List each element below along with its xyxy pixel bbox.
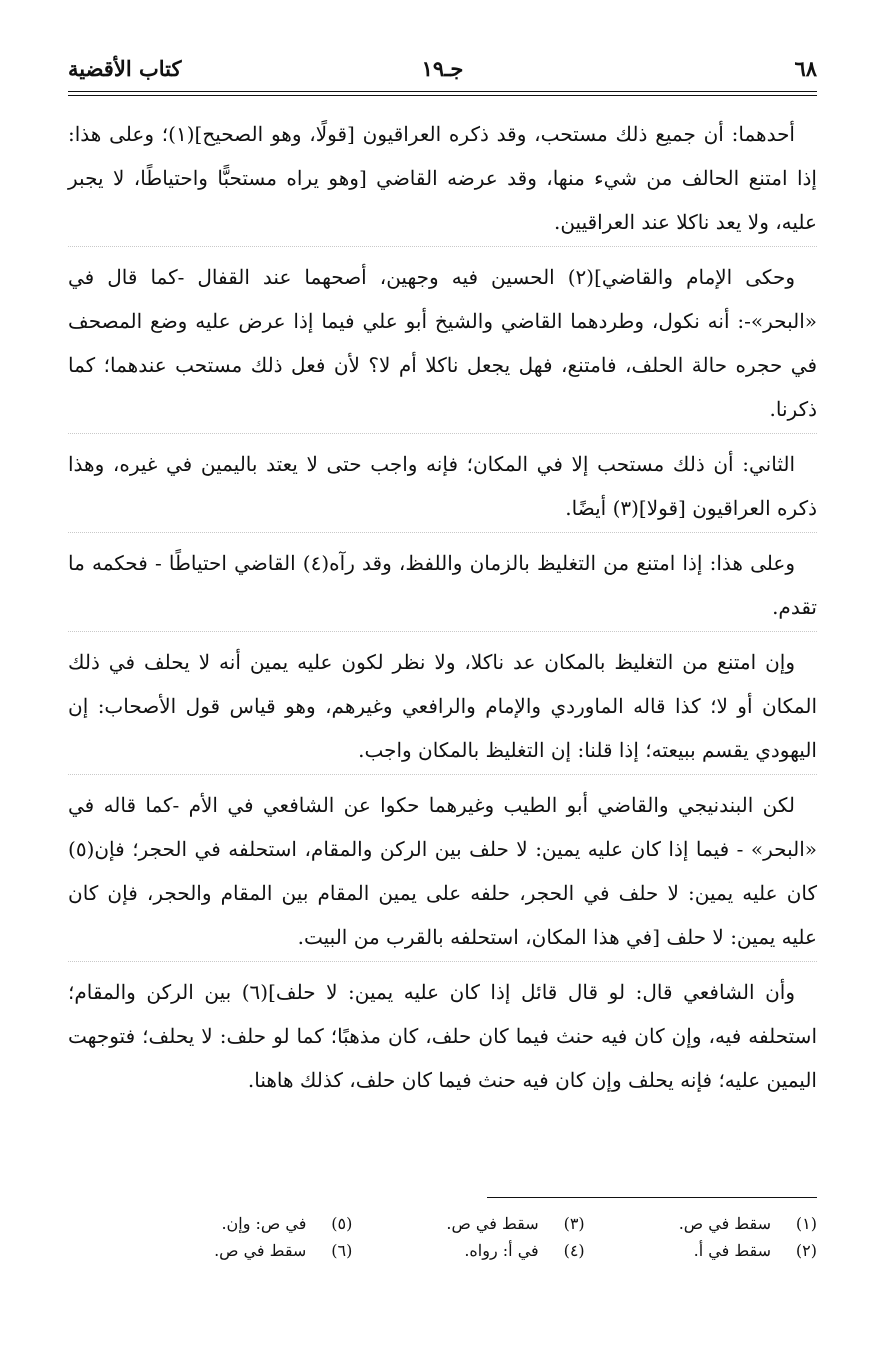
paragraph-text: وإن امتنع من التغليظ بالمكان عد ناكلا، ولا نظر لكون عليه يمين أنه لا يحلف في ذلك المكان أو لا؛ كذا قاله الماوردي والإمام والرافعي وغيرهم، وهو قياس قول الأصحاب: إن اليهودي يقسم ببيعته؛ إذا قلنا: إن التغليظ بالمكان واجب. <box>68 650 817 762</box>
paragraph-text: وعلى هذا: إذا امتنع من التغليظ بالزمان واللفظ، وقد رآه(٤) القاضي احتياطًا - فحكمه ما تقدم. <box>68 551 817 619</box>
footnote-5 <box>140 1210 352 1237</box>
page-header <box>68 48 817 84</box>
paragraph-7 <box>68 970 817 1104</box>
footnote-text: سقط في ص. <box>446 1214 539 1233</box>
footnote-text: سقط في ص. <box>214 1241 307 1260</box>
footnote-rule <box>487 1197 817 1198</box>
footnote-2 <box>605 1237 817 1264</box>
footnote-text: سقط في ص. <box>678 1214 771 1233</box>
footnote-text: في ص: وإن. <box>221 1214 307 1233</box>
footnote-number: (١) <box>795 1214 817 1233</box>
page-number: ٦٨ <box>794 56 817 81</box>
paragraph-5 <box>68 640 817 775</box>
paragraph-text: أحدهما: أن جميع ذلك مستحب، وقد ذكره العراقيون [قولًا، وهو الصحيح](١)؛ وعلى هذا: إذا امتنع الحالف من شيء منها، وقد عرضه القاضي [وهو يراه مستحبًّا واحتياطًا، لا يجبر عليه، ولا يعد ناكلا عند العراقيين. <box>68 122 817 234</box>
header-rule <box>68 91 817 96</box>
footnote-text: سقط في أ. <box>693 1241 771 1260</box>
footnote-number: (٣) <box>563 1214 585 1233</box>
paragraph-text: وحكى الإمام والقاضي](٢) الحسين فيه وجهين، أصحهما عند القفال -كما قال في «البحر»-: أنه نكول، وطردهما القاضي والشيخ أبو علي فيما إذا عرض عليه وضع المصحف في حجره حالة الحلف، فامتنع، فهل يجعل ناكلا أم لا؟ لأن فعل ذلك مستحب عندهما؛ كما ذكرنا. <box>68 265 817 421</box>
footnote-1 <box>605 1210 817 1237</box>
footnote-number: (٤) <box>563 1241 585 1260</box>
footnote-3 <box>372 1210 584 1237</box>
footnote-6 <box>140 1237 352 1264</box>
volume-number: جـ١٩ <box>421 56 464 81</box>
footnote-number: (٥) <box>331 1214 353 1233</box>
paragraph-6 <box>68 783 817 962</box>
paragraph-4 <box>68 541 817 632</box>
paragraph-text: لكن البندنيجي والقاضي أبو الطيب وغيرهما حكوا عن الشافعي في الأم -كما قاله في «البحر» - فيما إذا كان عليه يمين: لا حلف بين الركن والمقام، استحلفه في الحجر؛ فإن(٥) كان عليه يمين: لا حلف في الحجر، حلفه على يمين المقام بين المقام والحجر، فإن كان عليه يمين: لا حلف [في هذا المكان، استحلفه بالقرب من البيت. <box>68 793 817 949</box>
paragraph-text: وأن الشافعي قال: لو قال قائل إذا كان عليه يمين: لا حلف](٦) بين الركن والمقام؛ استحلفه فيه، وإن كان فيه حنث فيما كان حلف، كان مذهبًا؛ كما لو حلف: لا يحلف؛ فتوجهت اليمين عليه؛ فإنه يحلف وإن كان فيه حنث فيما كان حلف، كذلك هاهنا. <box>68 980 817 1092</box>
paragraph-2 <box>68 255 817 434</box>
paragraph-1 <box>68 112 817 247</box>
footnotes <box>140 1210 817 1264</box>
footnote-number: (٦) <box>331 1241 353 1260</box>
footnote-number: (٢) <box>795 1241 817 1260</box>
footnote-text: في أ: رواه. <box>464 1241 539 1260</box>
paragraph-3 <box>68 442 817 533</box>
book-title: كتاب الأقضية <box>68 56 182 81</box>
paragraph-text: الثاني: أن ذلك مستحب إلا في المكان؛ فإنه واجب حتى لا يعتد باليمين في غيره، وهذا ذكره العراقيون [قولا](٣) أيضًا. <box>68 452 817 520</box>
main-text <box>68 112 817 1112</box>
footnote-4 <box>372 1237 584 1264</box>
